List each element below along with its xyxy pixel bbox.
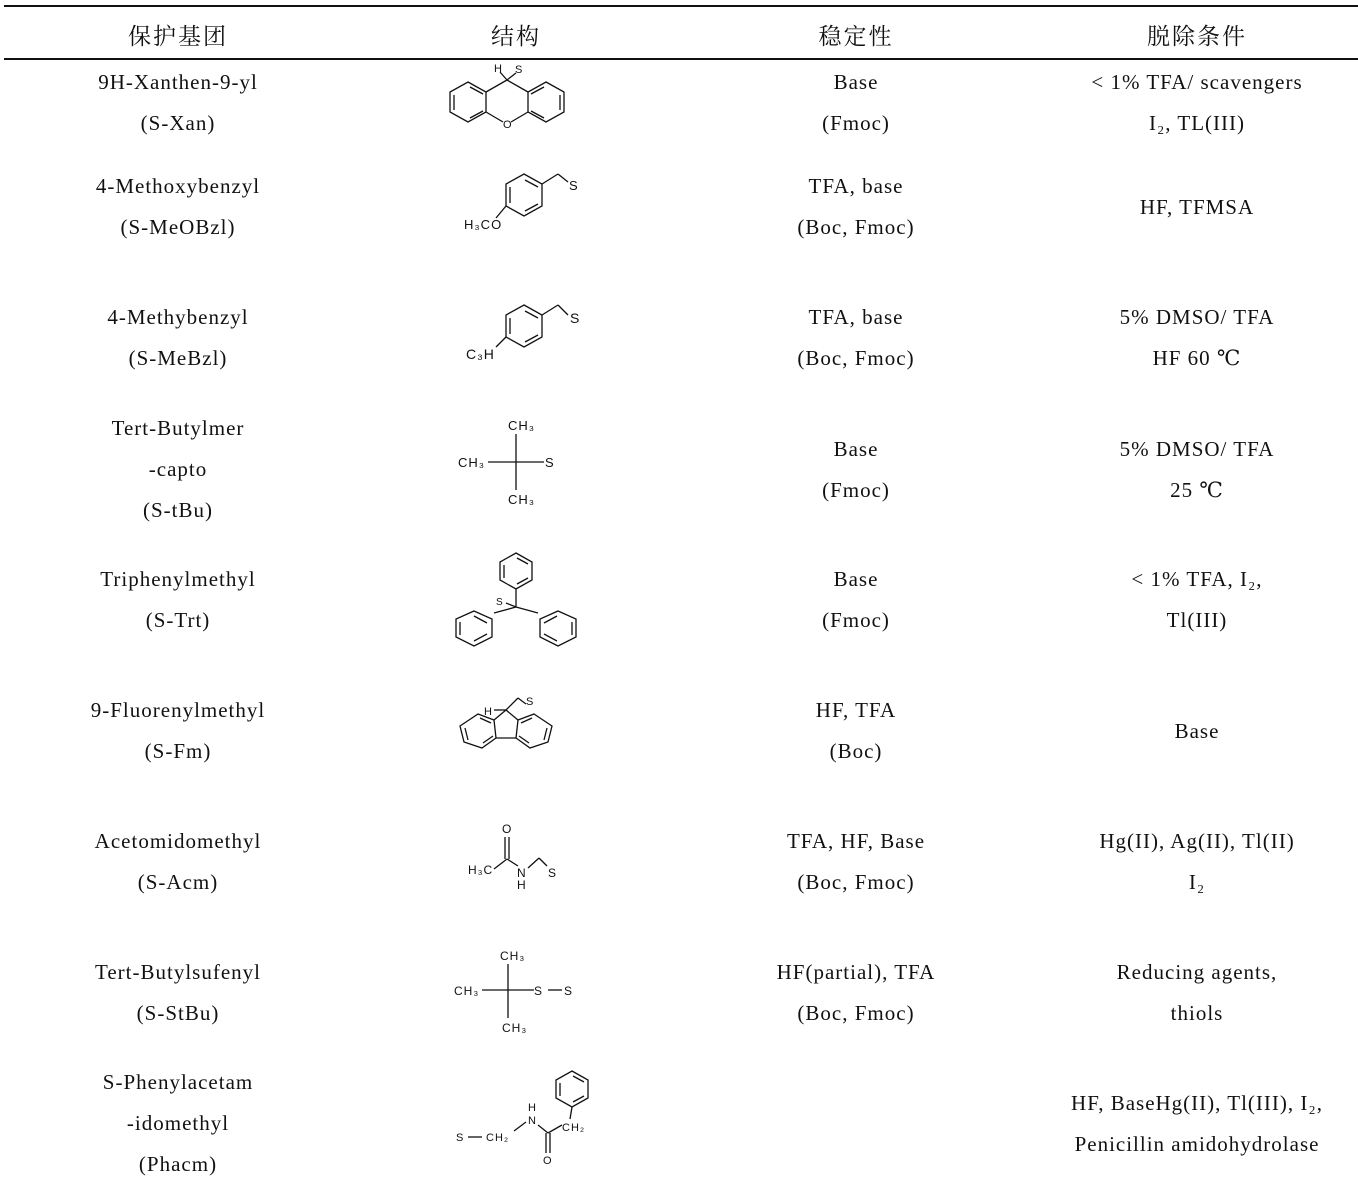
stability-text: HF(partial), TFA — [776, 960, 936, 984]
removal-cell — [1036, 187, 1358, 228]
xanthenyl-structure-icon — [356, 62, 676, 138]
svg-text:CH₃: CH₃ — [502, 1021, 528, 1035]
group-name-cell — [0, 559, 356, 641]
group-name-cell — [0, 166, 356, 248]
group-name-cell — [0, 821, 356, 903]
stability-text: Base — [833, 437, 879, 461]
svg-text:C₃H: C₃H — [466, 346, 495, 362]
removal-text: thiols — [1170, 1001, 1224, 1025]
removal-text: 5% DMSO/ TFA — [1119, 437, 1275, 461]
stability-note: (Boc, Fmoc) — [797, 1001, 915, 1025]
svg-text:CH₃: CH₃ — [508, 418, 536, 433]
group-name: 9-Fluorenylmethyl — [90, 698, 266, 722]
svg-text:S: S — [496, 597, 504, 608]
group-abbrev: (S-Fm) — [144, 739, 212, 763]
svg-text:O: O — [502, 822, 513, 836]
removal-text: Reducing agents, — [1116, 960, 1278, 984]
svg-text:O: O — [543, 1155, 553, 1167]
group-name-cell — [0, 62, 356, 144]
svg-text:CH₃: CH₃ — [500, 949, 526, 963]
stability-note: (Fmoc) — [822, 478, 890, 502]
stability-note: (Boc, Fmoc) — [797, 215, 915, 239]
group-name: 4-Methoxybenzyl — [95, 174, 261, 198]
removal-text: 5% DMSO/ TFA — [1119, 305, 1275, 329]
svg-text:S: S — [515, 64, 524, 76]
removal-text: HF, TFMSA — [1139, 195, 1255, 219]
svg-text:H₃C: H₃C — [468, 863, 494, 877]
methylbenzyl-structure-icon — [356, 297, 676, 377]
group-name: 4-Methybenzyl — [107, 305, 249, 329]
removal-cell — [1036, 952, 1358, 1034]
table-header-rule — [4, 58, 1358, 60]
group-abbrev: (S-Xan) — [140, 111, 216, 135]
stability-cell — [676, 62, 1036, 144]
group-abbrev: (S-StBu) — [136, 1001, 220, 1025]
stability-text: Base — [833, 70, 879, 94]
svg-text:S: S — [570, 310, 581, 326]
trityl-structure-icon — [356, 547, 676, 651]
group-abbrev: (Phacm) — [138, 1152, 218, 1176]
removal-text: < 1% TFA/ scavengers — [1091, 70, 1303, 94]
group-abbrev: (S-MeOBzl) — [120, 215, 236, 239]
svg-text:S: S — [569, 178, 579, 193]
group-name: Tert-Butylsufenyl — [95, 960, 261, 984]
removal-cell — [1036, 62, 1358, 144]
header-stability: 稳定性 — [818, 24, 894, 49]
removal-text: Tl(III) — [1166, 608, 1228, 632]
stability-cell — [676, 690, 1036, 772]
removal-text: Penicillin amidohydrolase — [1074, 1132, 1320, 1156]
group-abbrev: (S-Trt) — [145, 608, 211, 632]
svg-text:S: S — [526, 696, 535, 708]
header-removal-conditions: 脱除条件 — [1147, 24, 1247, 49]
stability-cell — [676, 821, 1036, 903]
removal-cell — [1036, 1083, 1358, 1165]
stability-cell — [676, 559, 1036, 641]
svg-text:N: N — [528, 1115, 537, 1127]
svg-text:S: S — [545, 455, 555, 470]
svg-text:S: S — [456, 1132, 465, 1144]
group-name-cont: -idomethyl — [126, 1111, 230, 1135]
svg-text:CH₂: CH₂ — [562, 1122, 586, 1134]
svg-text:CH₃: CH₃ — [458, 455, 486, 470]
removal-cell — [1036, 559, 1358, 641]
svg-text:S: S — [548, 866, 558, 880]
group-name-cell — [0, 297, 356, 379]
svg-text:CH₃: CH₃ — [508, 492, 536, 507]
header-protecting-group: 保护基团 — [128, 24, 228, 49]
phenylacetamidomethyl-structure-icon — [356, 1067, 676, 1175]
group-name-cell — [0, 690, 356, 772]
group-name: S-Phenylacetam — [102, 1070, 254, 1094]
stability-note: (Boc, Fmoc) — [797, 870, 915, 894]
tert-butyl-structure-icon — [356, 412, 676, 512]
group-name: Acetomidomethyl — [94, 829, 262, 853]
stability-text: HF, TFA — [815, 698, 897, 722]
svg-text:S: S — [564, 984, 574, 998]
svg-text:O: O — [503, 119, 513, 131]
stability-note: (Fmoc) — [822, 608, 890, 632]
group-name: Triphenylmethyl — [100, 567, 256, 591]
stability-text: TFA, base — [808, 174, 904, 198]
removal-text: Hg(II), Ag(II), Tl(II) — [1099, 829, 1295, 853]
removal-text: HF, BaseHg(II), Tl(III), I₂, — [1071, 1091, 1323, 1115]
group-name-cell — [0, 408, 356, 531]
methoxybenzyl-structure-icon — [356, 166, 676, 246]
removal-cell — [1036, 821, 1358, 903]
group-abbrev: (S-tBu) — [143, 498, 213, 522]
stability-text: Base — [833, 567, 879, 591]
group-name: 9H-Xanthen-9-yl — [98, 70, 258, 94]
svg-text:H: H — [528, 1102, 537, 1114]
stability-note: (Boc) — [829, 739, 883, 763]
header-structure: 结构 — [491, 24, 541, 49]
svg-text:H: H — [484, 706, 493, 718]
tert-butylsulfenyl-structure-icon — [356, 940, 676, 1040]
group-name-cont: -capto — [148, 457, 208, 481]
svg-text:H₃CO: H₃CO — [464, 217, 503, 232]
svg-text:CH₂: CH₂ — [486, 1132, 510, 1144]
stability-text: TFA, base — [808, 305, 904, 329]
group-name-cell — [0, 952, 356, 1034]
removal-text: HF 60 ℃ — [1152, 346, 1242, 370]
group-name: Tert-Butylmer — [111, 416, 245, 440]
removal-cell — [1036, 711, 1358, 752]
table-top-rule — [4, 5, 1358, 7]
svg-text:S: S — [534, 984, 544, 998]
group-abbrev: (S-Acm) — [137, 870, 219, 894]
group-name-cell — [0, 1062, 356, 1185]
removal-text: I₂ — [1188, 870, 1206, 894]
svg-text:H: H — [494, 63, 503, 75]
stability-cell — [676, 166, 1036, 248]
removal-text: I₂, TL(III) — [1148, 111, 1246, 135]
svg-text:CH₃: CH₃ — [454, 984, 480, 998]
removal-text: Base — [1174, 719, 1220, 743]
removal-cell — [1036, 429, 1358, 511]
svg-text:N: N — [517, 866, 527, 880]
stability-text: TFA, HF, Base — [786, 829, 926, 853]
svg-text:H: H — [517, 878, 527, 892]
removal-text: 25 ℃ — [1170, 478, 1224, 502]
acetamidomethyl-structure-icon — [356, 821, 676, 901]
fluorenylmethyl-structure-icon — [356, 690, 676, 770]
stability-note: (Boc, Fmoc) — [797, 346, 915, 370]
group-abbrev: (S-MeBzl) — [128, 346, 228, 370]
stability-cell — [676, 429, 1036, 511]
stability-cell — [676, 297, 1036, 379]
removal-cell — [1036, 297, 1358, 379]
stability-note: (Fmoc) — [822, 111, 890, 135]
stability-cell — [676, 952, 1036, 1034]
removal-text: < 1% TFA, I₂, — [1131, 567, 1263, 591]
